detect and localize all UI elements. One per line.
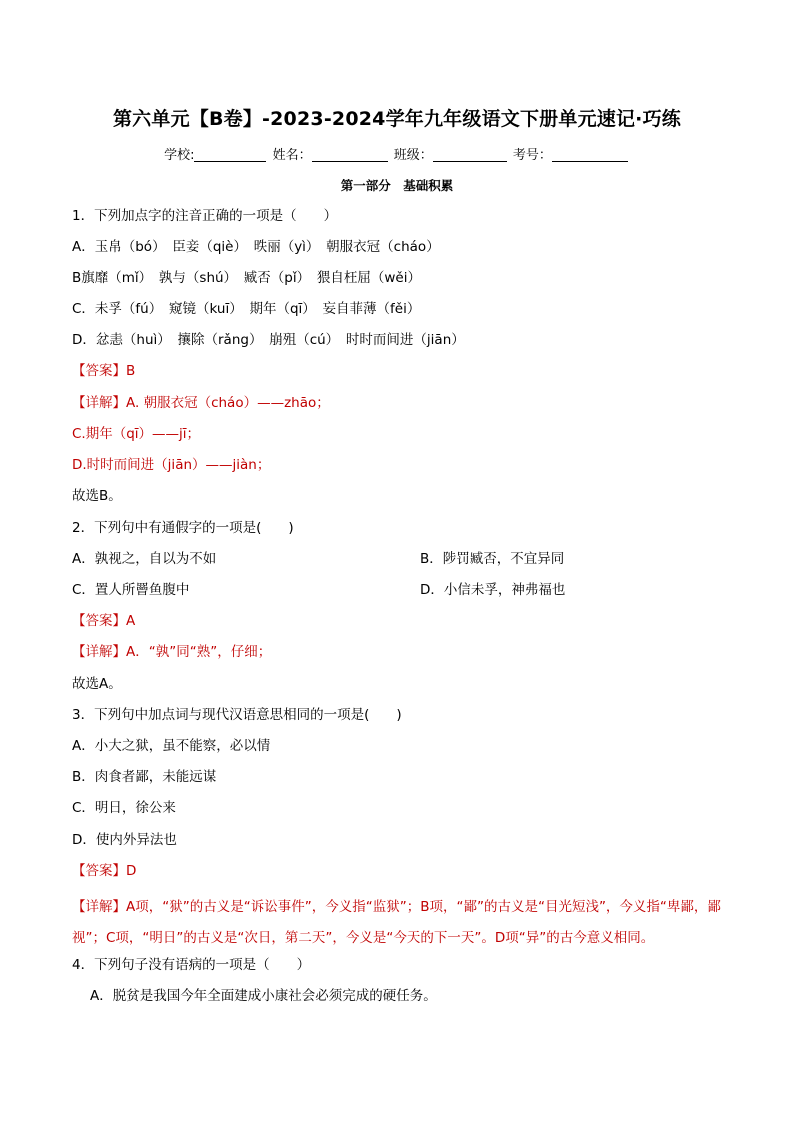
student-info-line: [0, 144, 794, 163]
question-stem: 1．下列加点字的注音正确的一项是（ ）: [72, 208, 338, 224]
name-blank[interactable]: [312, 147, 388, 162]
school-blank[interactable]: [194, 147, 266, 162]
option-c: C．未孚（fú） 窥镜（kuī） 期年（qī） 妄自菲薄（fěi）: [72, 301, 421, 317]
conclusion: 故选A。: [72, 676, 122, 692]
option-row: [72, 549, 722, 569]
number-blank[interactable]: [552, 147, 628, 162]
conclusion: 故选B。: [72, 488, 122, 504]
answer: 【答案】A: [72, 613, 136, 629]
question-stem: 3．下列句中加点词与现代汉语意思相同的一项是( ): [72, 707, 402, 723]
detail-paragraph: 【详解】A项，“狱”的古义是“诉讼事件”，今义指“监狱”；B项，“鄙”的古义是“目光短浅”，今义指“卑鄙，鄙视”；C项，“明日”的古义是“次日，第二天”，今义是“今天的下一天”。D项“异”的古今意义相同。: [72, 899, 721, 946]
option-d: D．使内外异法也: [72, 832, 177, 848]
option-b: B．陟罚臧否，不宜异同: [420, 551, 565, 567]
option-b: B旗靡（mǐ） 孰与（shú） 臧否（pǐ） 猥自枉屈（wěi）: [72, 270, 421, 286]
school-label: 学校:: [164, 148, 195, 163]
detail-line: 【详解】A．“孰”同“熟”，仔细；: [72, 644, 272, 660]
question-stem: 4．下列句子没有语病的一项是（ ）: [72, 957, 311, 973]
option-b: B．肉食者鄙，未能远谋: [72, 769, 217, 785]
detail-line: 【详解】A. 朝服衣冠（cháo）——zhāo；: [72, 395, 330, 411]
option-d: D．忿恚（huì） 攘除（rǎng） 崩殂（cú） 时时而间进（jiān）: [72, 332, 465, 348]
class-blank[interactable]: [433, 147, 507, 162]
option-row: [72, 580, 722, 600]
option-a: A．玉帛（bó） 臣妾（qiè） 昳丽（yì） 朝服衣冠（cháo）: [72, 239, 440, 255]
name-label: 姓名：: [272, 148, 312, 163]
section-heading: 第一部分 基础积累: [340, 178, 454, 193]
option-c: C．置人所罾鱼腹中: [72, 582, 190, 598]
page-title: 第六单元【B卷】-2023-2024学年九年级语文下册单元速记·巧练: [112, 108, 682, 130]
answer: 【答案】D: [72, 863, 137, 879]
class-label: 班级：: [393, 148, 433, 163]
option-a: A．孰视之，自以为不如: [72, 551, 217, 567]
question-stem: 2．下列句中有通假字的一项是( ): [72, 520, 294, 536]
option-d: D．小信未孚，神弗福也: [420, 582, 566, 598]
option-a: A．小大之狱，虽不能察，必以情: [72, 738, 271, 754]
answer: 【答案】B: [72, 363, 136, 379]
number-label: 考号：: [512, 148, 552, 163]
option-a: A．脱贫是我国今年全面建成小康社会必须完成的硬任务。: [90, 988, 437, 1004]
detail-line: C.期年（qī）——jī；: [72, 426, 201, 442]
option-c: C．明日，徐公来: [72, 800, 176, 816]
detail-line: D.时时而间进（jiān）——jiàn；: [72, 457, 271, 473]
